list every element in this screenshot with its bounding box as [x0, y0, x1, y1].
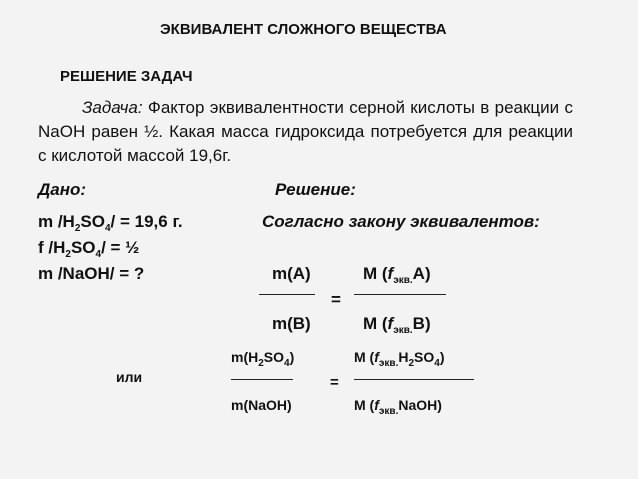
given-unknown-naoh: m /NaOH/ = ? [38, 264, 145, 283]
task-text: Фактор эквивалентности серной кислоты в реакции с NaOH равен ½. Какая масса гидроксида потребуется для реакции с кислотой массой 19,6г. [38, 98, 573, 165]
eq1-left-numerator: m(A) [272, 264, 311, 283]
eq2-right-numerator: M $(f_{экв.}H_2SO_4)$ [354, 349, 445, 369]
task-paragraph [38, 96, 573, 168]
slide-title: ЭКВИВАЛЕНТ СЛОЖНОГО ВЕЩЕСТВА [160, 21, 447, 38]
eq2-left-numerator: $m(H_2SO_4)$ [231, 349, 295, 369]
eq2-left-denominator: m(NaOH) [231, 397, 292, 413]
eq1-right-denominator: M $(f_{экв.}B)$ [363, 314, 431, 336]
solution-label: Решение: [275, 180, 356, 199]
eq1-equals: = [331, 290, 341, 309]
section-subtitle: РЕШЕНИЕ ЗАДАЧ [60, 68, 193, 85]
given-mass-h2so4: m $/H_2SO_4/ = 19,6$ г. [38, 212, 183, 234]
eq2-left-fraction-bar [231, 379, 293, 380]
eq1-left-fraction-bar [259, 294, 315, 295]
eq1-left-denominator: m(B) [272, 314, 311, 333]
eq2-equals: = [330, 374, 339, 391]
given-label: Дано: [38, 180, 87, 199]
or-label: или [116, 369, 143, 385]
eq2-right-fraction-bar [354, 379, 474, 380]
law-of-equivalents: Согласно закону эквивалентов: [262, 212, 540, 231]
given-factor-h2so4: f $/H_2SO_4/$ = ½ [38, 238, 140, 260]
eq2-right-denominator: M $(f_{экв.}NaOH)$ [354, 397, 442, 417]
eq1-right-fraction-bar [354, 294, 446, 295]
eq1-right-numerator: M $(f_{экв.}A)$ [363, 264, 431, 286]
task-label: Задача: [82, 98, 143, 117]
